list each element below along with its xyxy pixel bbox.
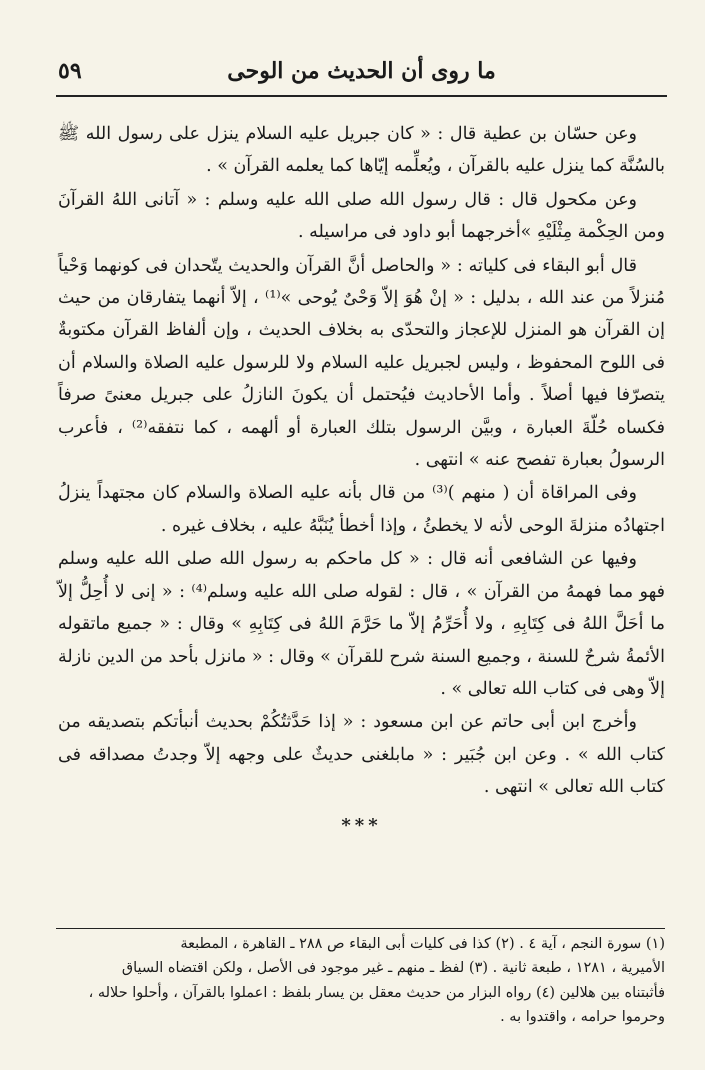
main-text — [58, 118, 665, 842]
paragraph-abu-al-baqa: قال أبو البقاء فى كلياته : « والحاصل أنَّ القرآن والحديث يتّحدان فى كونهما وَحْياً مُنزلاً من عند الله ، بدليل : « إنْ هُوَ إلاّ وَحْىٌ يُوحى »⁽¹⁾ ، إلاّ أنهما يتفارقان من حيث إن القرآن هو المنزل للإعجاز والتحدّى به بخلاف الحديث ، وإن ألفاظ القرآن مكتوبةٌ فى اللوح المحفوظ ، وليس لجبريل عليه السلام ولا للرسول عليه الصلاة والسلام أن يتصرّفا فيها أصلاً . وأما الأحاديث فيُحتمل أن يكونَ النازلُ على جبريل معنىً صرفاً فكساه حُلّةَ العبارة ، وبيَّن الرسول بتلك العبارة أو ألهمه ، كما نتفقه⁽²⁾ ، فأعرب الرسولُ بعبارة تفصح عنه » انتهى . — [58, 255, 665, 471]
header-rule — [56, 95, 667, 97]
paragraph-hassan-ibn-atiyya: وعن حسّان بن عطية قال : « كان جبريل عليه السلام ينزل على رسول الله ﷺ بالسُنَّة كما ينزل عليه بالقرآن ، ويُعلِّمه إيّاها كما يعلمه القرآن » . — [58, 124, 665, 177]
footnotes — [60, 932, 665, 1030]
paragraph-al-shafii: وفيها عن الشافعى أنه قال : « كل ماحكم به رسول الله صلى الله عليه وسلم فهو مما فهمهُ من القرآن » ، قال : لقوله صلى الله عليه وسلم⁽⁴⁾ : « إنى لا أُحِلُّ إلاّ ما أحَلَّ اللهُ فى كِتَابِهِ ، ولا أُحَرِّمُ إلاّ ما حَرَّمَ اللهُ فى كِتَابِهِ » وقال : « جميع ماتقوله الأئمةُ شرحٌ للسنة ، وجميع السنة شرح للقرآن » وقال : « مانزل بأحد من الدين نازلة إلاّ وهى فى كتاب الله تعالى » . — [58, 549, 665, 699]
running-title: ما روى أن الحديث من الوحى — [227, 58, 496, 84]
footnote-line: الأميرية ، ١٢٨١ ، طبعة ثانية . (٣) لفظ ـ منهم ـ غير موجود فى الأصل ، ولكن اقتضاه السياق — [121, 960, 665, 977]
page-header — [58, 58, 665, 94]
footnote-line: (١) سورة النجم ، آية ٤ . (٢) كذا فى كليات أبى البقاء ص ٢٨٨ ـ القاهرة ، المطبعة — [180, 936, 665, 952]
page-number: ٥٩ — [58, 58, 82, 84]
footnote-line: وحرموا حرامه ، واقتدوا به . — [500, 1009, 665, 1026]
paragraph-ibn-abi-hatim: وأخرج ابن أبى حاتم عن ابن مسعود : « إذا حَدَّثتُكُمْ بحديث أنبأتكم بتصديقه من كتاب الله » . وعن ابن جُبَير : « مابلغنى حديثٌ على وجهه إلاّ وجدتُ مصداقه فى كتاب الله تعالى » انتهى . — [58, 712, 665, 798]
paragraph-al-mirqat: وفى المراقاة أن ( منهم )⁽³⁾ من قال بأنه عليه الصلاة والسلام كان مجتهداً ينزلُ اجتهادُه منزلةَ الوحى لأنه لا يخطئُ ، وإذا أخطأ يُنَبَّهُ عليه ، بخلاف غيره . — [58, 483, 665, 536]
section-separator: *** — [341, 814, 382, 836]
footnote-line: فأثبتناه بين هلالين (٤) رواه البزار من حديث معقل بن يسار بلفظ : اعملوا بالقرآن ، وأحلوا حلاله ، — [88, 984, 665, 1001]
footnote-rule — [56, 928, 665, 929]
paragraph-makhul: وعن مكحول قال : قال رسول الله صلى الله عليه وسلم : « آتانى اللهُ القرآنَ ومن الحِكْمة مِثْلَيْهِ »أخرجهما أبو داود فى مراسيله . — [58, 189, 665, 243]
